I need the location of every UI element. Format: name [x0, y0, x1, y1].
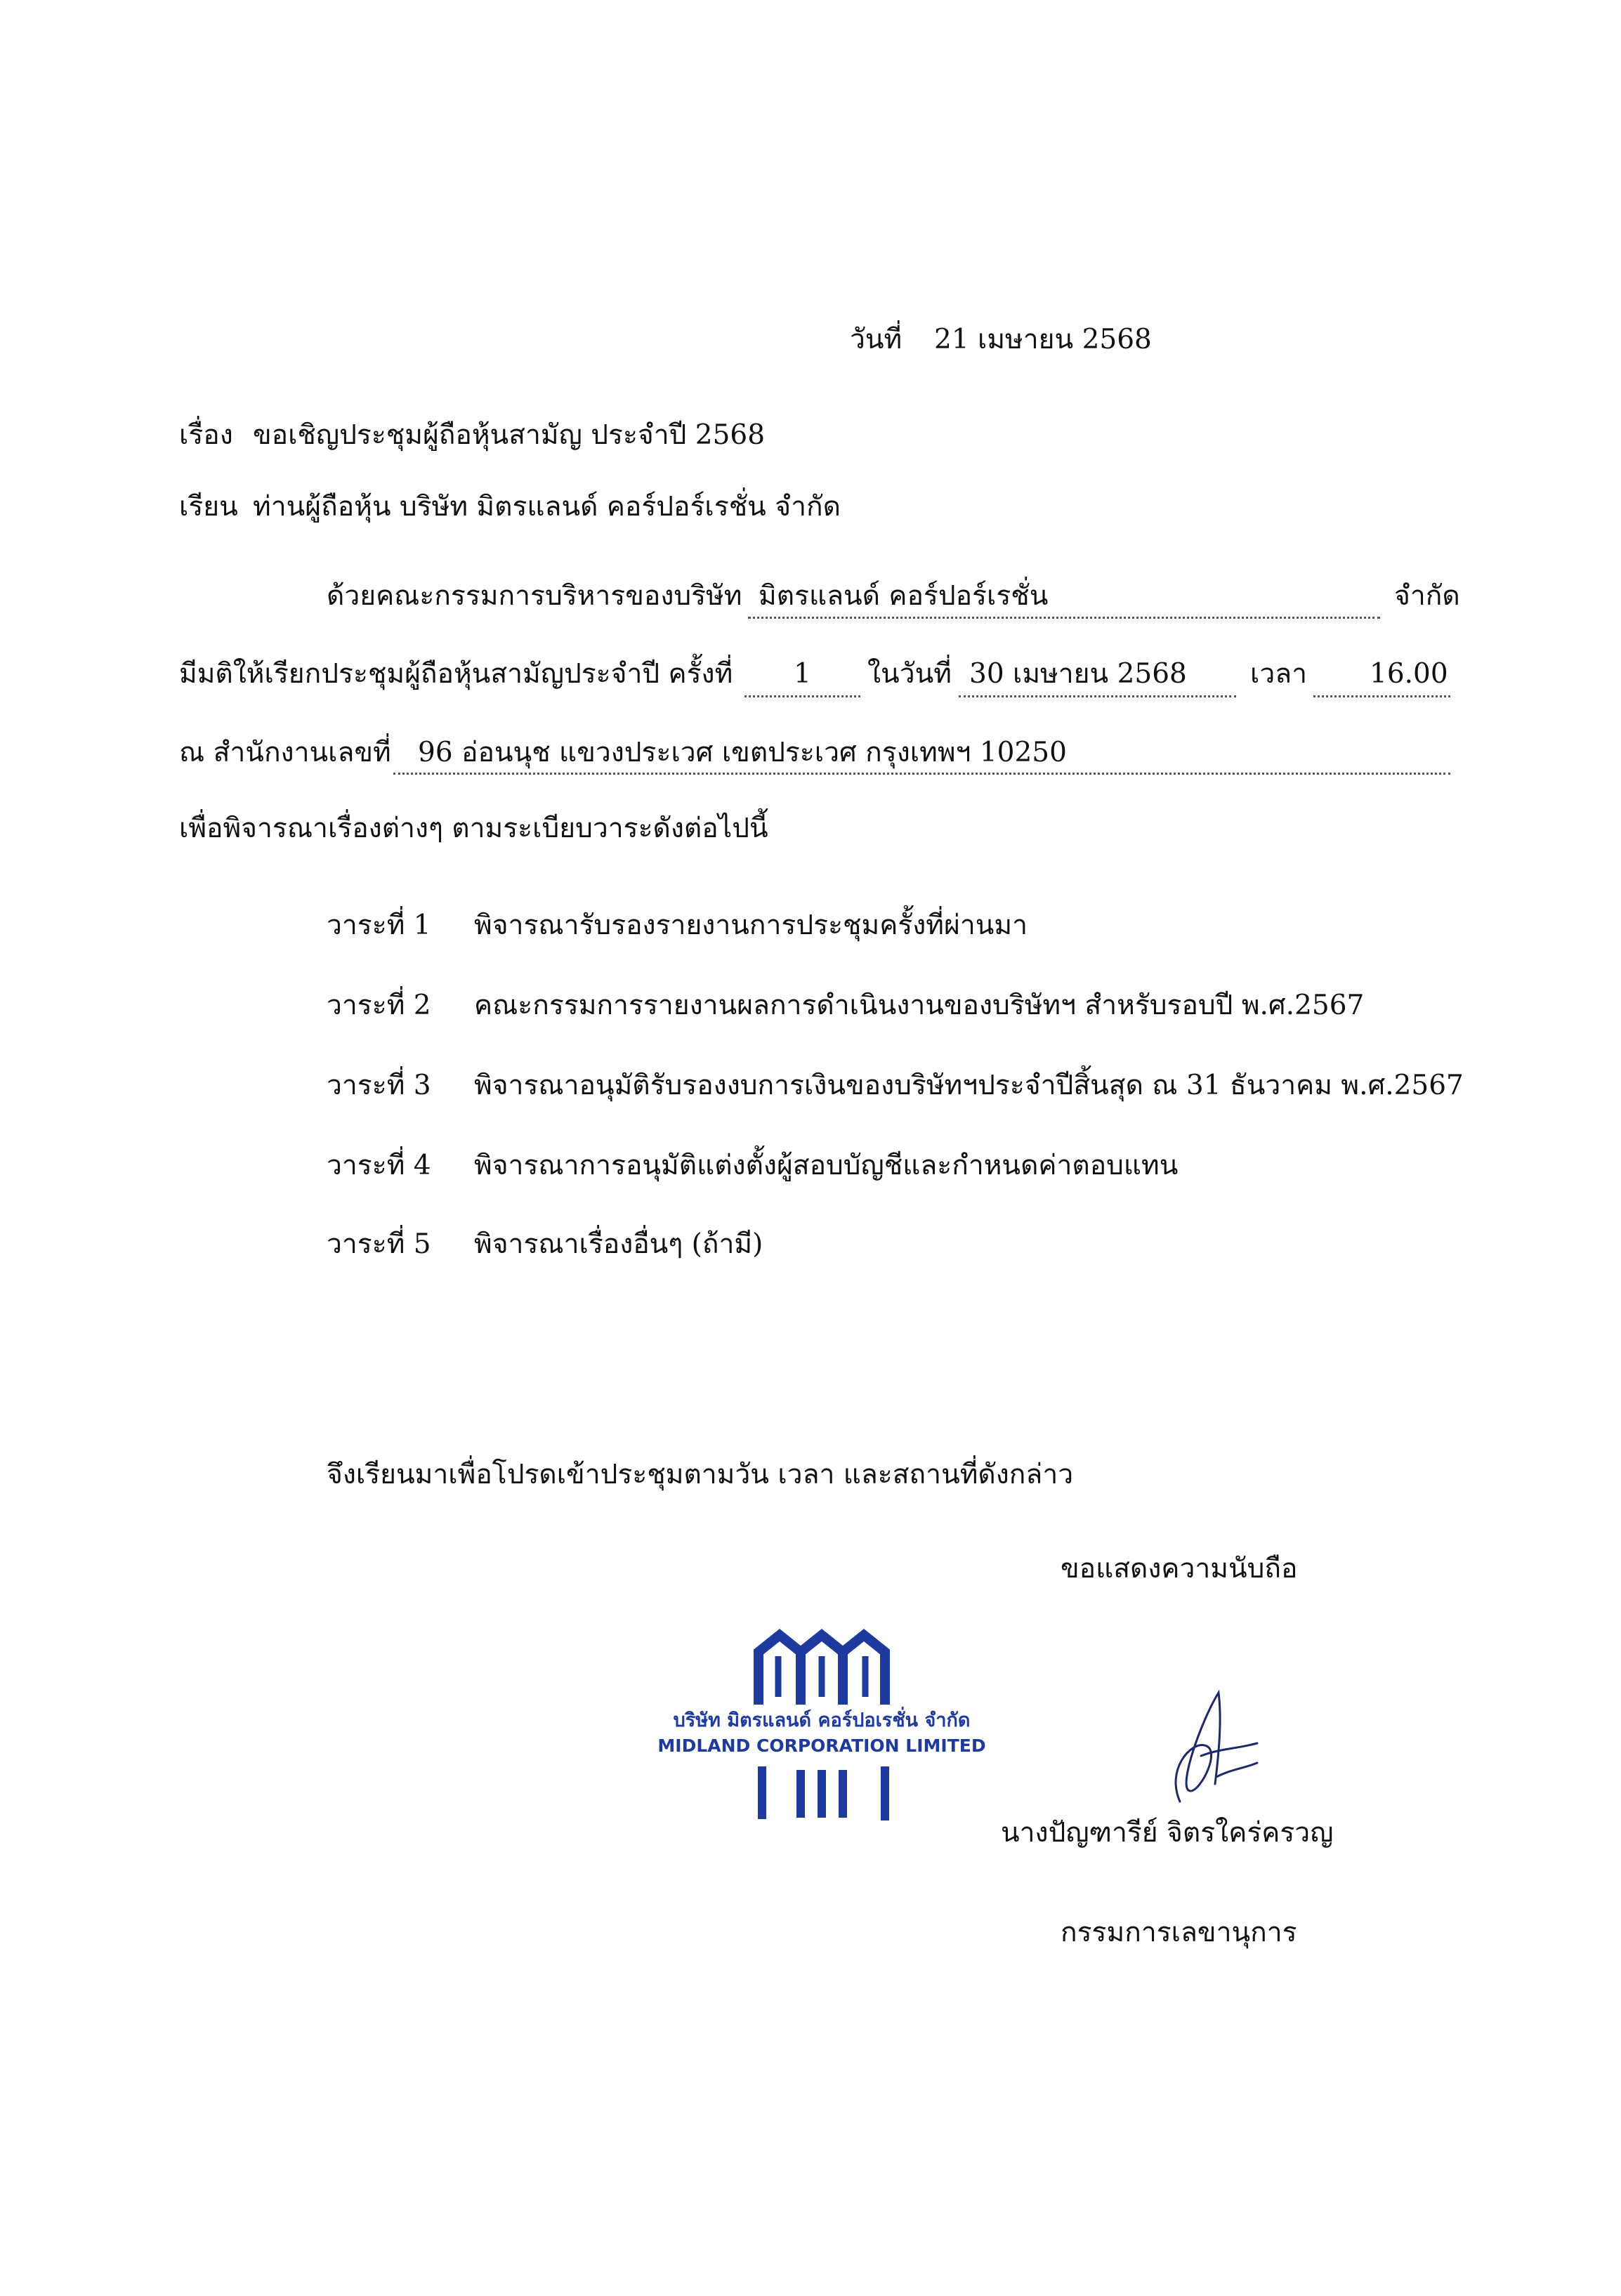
company-name-value: มิตรแลนด์ คอร์ปอร์เรชั่น [759, 580, 1049, 612]
stamp-english-name: MIDLAND CORPORATION LIMITED [657, 1736, 986, 1756]
body-line4: เพื่อพิจารณาเรื่องต่างๆ ตามระเบียบวาระดังต่อไปนี้ [179, 813, 768, 844]
company-name-dotted-line [748, 617, 1380, 619]
signer-name: นางปัญฑารีย์ จิตรใคร่ครวญ [1001, 1817, 1334, 1849]
body-line2-prefix: มีมติให้เรียกประชุมผู้ถือหุ้นสามัญประจำปี ครั้งที่ [179, 658, 733, 690]
agenda-item-4-label: วาระที่ 4 [327, 1150, 431, 1181]
date-label: วันที่ [850, 324, 903, 355]
meeting-time-value: 16.00 [1370, 658, 1448, 690]
agenda-item-2-text: คณะกรรมการรายงานผลการดำเนินงานของบริษัทฯ สำหรับรอบปี พ.ศ.2567 [474, 990, 1365, 1021]
company-stamp [657, 1615, 986, 1826]
agenda-item-5-label: วาระที่ 5 [327, 1228, 431, 1260]
letter-date: 21 เมษายน 2568 [934, 324, 1152, 355]
closing-sentence: จึงเรียนมาเพื่อโปรดเข้าประชุมตามวัน เวลา และสถานที่ดังกล่าว [327, 1459, 1074, 1490]
office-address-value: 96 อ่อนนุช แขวงประเวศ เขตประเวศ กรุงเทพฯ 10250 [418, 737, 1067, 768]
regards-text: ขอแสดงความนับถือ [1061, 1553, 1298, 1585]
address-dotted-line [393, 773, 1450, 775]
body-line1-prefix: ด้วยคณะกรรมการบริหารของบริษัท [327, 580, 742, 612]
body-line1-suffix: จำกัด [1394, 580, 1460, 612]
agenda-item-3-label: วาระที่ 3 [327, 1070, 431, 1101]
recipient-label: เรียน [179, 491, 238, 523]
meeting-date-label: ในวันที่ [867, 658, 952, 690]
meeting-time-label: เวลา [1250, 658, 1308, 690]
subject-label: เรื่อง [179, 419, 233, 451]
agenda-item-2-label: วาระที่ 2 [327, 990, 431, 1021]
meeting-number-value: 1 [794, 658, 811, 690]
agenda-item-3-text: พิจารณาอนุมัติรับรองงบการเงินของบริษัทฯประจำปีสิ้นสุด ณ 31 ธันวาคม พ.ศ.2567 [474, 1070, 1464, 1101]
meeting-time-dotted-line [1313, 695, 1450, 697]
agenda-item-1-label: วาระที่ 1 [327, 910, 431, 941]
agenda-item-5-text: พิจารณาเรื่องอื่นๆ (ถ้ามี) [474, 1228, 763, 1260]
meeting-date-value: 30 เมษายน 2568 [969, 658, 1187, 690]
body-line3-prefix: ณ สำนักงานเลขที่ [179, 737, 391, 768]
meeting-no-dotted-line [744, 695, 860, 697]
stamp-thai-name: บริษัท มิตรแลนด์ คอร์ปอเรชั่น จำกัด [673, 1710, 971, 1731]
meeting-date-dotted-line [959, 695, 1236, 697]
agenda-item-4-text: พิจารณาการอนุมัติแต่งตั้งผู้สอบบัญชีและกำหนดค่าตอบแทน [474, 1150, 1179, 1181]
signature [1152, 1679, 1264, 1819]
signer-position: กรรมการเลขานุการ [1061, 1917, 1297, 1948]
subject-text: ขอเชิญประชุมผู้ถือหุ้นสามัญ ประจำปี 2568 [253, 419, 766, 451]
recipient-text: ท่านผู้ถือหุ้น บริษัท มิตรแลนด์ คอร์ปอร์เรชั่น จำกัด [253, 491, 841, 523]
agenda-item-1-text: พิจารณารับรองรายงานการประชุมครั้งที่ผ่านมา [474, 910, 1028, 941]
